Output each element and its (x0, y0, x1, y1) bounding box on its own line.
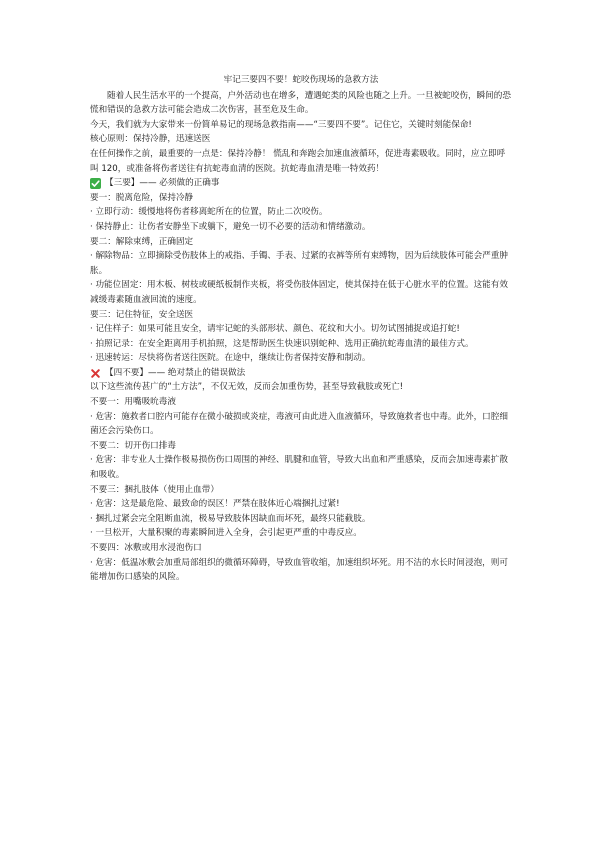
dont-four-title: 不要四：冰敷或用水浸泡伤口 (90, 543, 202, 553)
list-item: · 保持静止：让伤者安静坐下或躺下，避免一切不必要的活动和情绪激动。 (90, 221, 371, 232)
dont-one-title: 不要一：用嘴吸吮毒液 (90, 397, 176, 408)
list-item: · 危害：这是最危险、最致命的误区！严禁在肢体近心端捆扎过紧! (90, 499, 340, 510)
list-item: · 捆扎过紧会完全阻断血流，极易导致肢体因缺血而坏死，最终只能截肢。 (90, 513, 371, 524)
document-body (90, 73, 512, 585)
dont-three-title: 不要三：捆扎肢体（使用止血带） (90, 484, 219, 495)
list-item: · 迅速转运：尽快将伤者送往医院。在途中，继续让伤者保持安静和制动。 (90, 353, 371, 364)
section-three-musts-heading (90, 176, 512, 191)
cross-mark-icon (90, 368, 101, 379)
section-four-donts-heading (90, 366, 512, 381)
must-one-title: 要一：脱离危险，保持冷静 (90, 192, 194, 203)
list-item: · 危害：低温冰敷会加重局部组织的微循环障碍，导致血管收缩，加速组织坏死。用不洁的水长时间浸泡，则可能增加伤口感染的风险。 (90, 557, 508, 583)
core-principle-heading: 核心原则：保持冷静，迅速送医 (90, 134, 211, 145)
section-two-intro: 以下这些流传甚广的“土方法”，不仅无效，反而会加重伤势，甚至导致截肢或死亡! (90, 382, 404, 393)
list-item: · 拍照记录：在安全距离用手机拍照，这是帮助医生快速识别蛇种、选用正确抗蛇毒血清的最佳方式。 (90, 338, 474, 349)
list-item: · 解除物品：立即摘除受伤肢体上的戒指、手镯、手表、过紧的衣裤等所有束缚物，因为后续肢体可能会严重肿胀。 (90, 251, 508, 276)
intro-paragraph: 随着人民生活水平的一个提高，户外活动也在增多，遭遇蛇类的风险也随之上升。一旦被蛇咬伤，瞬间的恐慌和错误的急救方法可能会造成二次伤害，甚至危及生命。 (90, 90, 511, 116)
list-item: · 功能位固定：用木板、树枝或硬纸板制作夹板，将受伤肢体固定，使其保持在低于心脏水平的位置。这能有效减缓毒素随血液回流的速度。 (90, 280, 508, 305)
list-item: · 一旦松开，大量积聚的毒素瞬间进入全身，会引起更严重的中毒反应。 (90, 528, 362, 539)
list-item: · 立即行动：缓慢地将伤者移离蛇所在的位置，防止二次咬伤。 (90, 207, 328, 218)
dont-two-title: 不要二：切开伤口排毒 (90, 440, 176, 451)
page-title: 牢记三要四不要！蛇咬伤现场的急救方法 (223, 75, 379, 85)
must-three-title: 要三：记住特征，安全送医 (90, 309, 194, 320)
core-principle-text: 在任何操作之前，最重要的一点是：保持冷静！ 慌乱和奔跑会加速血液循环，促进毒素吸收。同时，应立即呼叫 120，或准备将伤者送往有抗蛇毒血清的医院。抗蛇毒血清是唯一特效药！ (90, 148, 506, 174)
section-heading-text: 【四不要】—— 绝对禁止的错误做法 (105, 367, 246, 378)
must-two-title: 要二：解除束缚，正确固定 (90, 236, 194, 247)
section-heading-text: 【三要】—— 必须做的正确事 (105, 178, 220, 189)
list-item: · 危害：非专业人士操作极易损伤伤口周围的神经、肌腱和血管，导致大出血和严重感染，反而会加速毒素扩散和吸收。 (90, 455, 508, 481)
list-item: · 记住样子：如果可能且安全，请牢记蛇的头部形状、颜色、花纹和大小。切勿试图捕捉或追打蛇! (90, 324, 460, 335)
check-mark-icon (90, 178, 101, 189)
list-item: · 危害：施救者口腔内可能存在微小破损或炎症，毒液可由此进入血液循环，导致施救者也中毒。此外，口腔细菌还会污染伤口。 (90, 411, 508, 437)
intro-paragraph-2: 今天，我们就为大家带来一份简单易记的现场急救指南——“三要四不要”。记住它，关键时刻能保命! (90, 119, 472, 130)
